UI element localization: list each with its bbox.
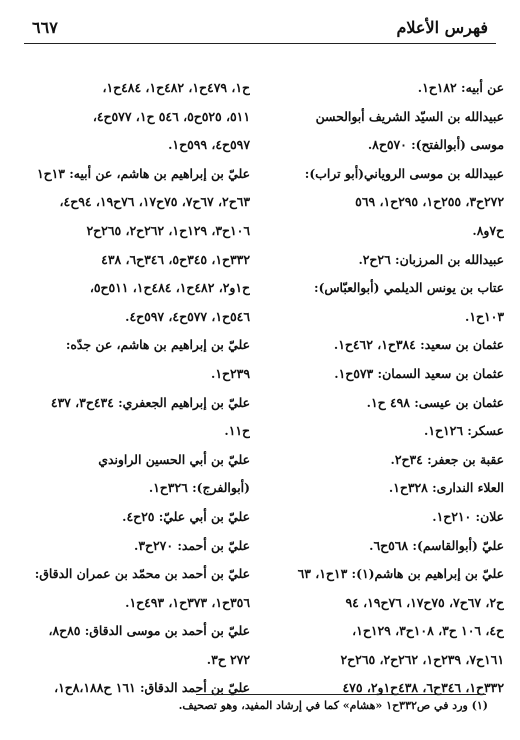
footnote-divider: [196, 694, 486, 695]
header-divider: [24, 43, 496, 44]
index-line: عليّ (أبوالقاسم): ٥٦٨ح٦.: [369, 537, 504, 553]
index-line: ١٠٦ح٣، ١٢٩ح١، ٢٦٢ح٢، ٢٦٥ح٢: [86, 222, 250, 238]
index-line: ح١، ٤٧٩ح١، ٤٨٢ح١، ٤٨٤ح١،: [102, 80, 250, 95]
index-line: عثمان بن عيسى: ٤٩٨ ح١.: [366, 394, 504, 410]
page-header: [24, 14, 496, 40]
index-line: ح١و٢، ٤٨٢ح١، ٤٨٤ح١، ٥١١ح٥،: [89, 280, 250, 296]
index-line: ح٢، ٦٧ح٧، ٧٥ح١٧، ٧٦ح١٩، ٩٤: [345, 594, 504, 610]
index-line: ٥١١، ٥٢٥ح٥، ٥٤٦ ح١، ٥٧٧ح٤،: [92, 108, 250, 124]
index-line: عليّ بن أبي عليّ: ٢٥ح٤.: [122, 508, 250, 524]
index-line: ٢٣٩ح١.: [211, 365, 250, 381]
index-line: عليّ بن إبراهيم بن هاشم(١): ١٣ح١، ٦٣: [297, 566, 504, 582]
index-line: ١٦١ح٧، ٢٣٩ح١، ٢٦٢ح٢، ٢٦٥ح٢: [340, 651, 504, 667]
index-line: ٣٣٢ح١، ٣٤٥ح٥، ٣٤٦ح٦، ٤٣٨: [101, 251, 250, 267]
index-line: عليّ بن إبراهيم بن هاشم، عن جدّه:: [65, 337, 250, 353]
index-line: عثمان بن سعيد: ٣٨٤ح١، ٤٦٢ح١.: [333, 337, 504, 353]
index-line: عليّ بن إبراهيم الجعفري: ٤٣٤ح٣، ٤٣٧: [50, 394, 250, 410]
index-line: العلاء الندارى: ٣٢٨ح١.: [388, 480, 504, 496]
index-line: عبيدالله بن المرزبان: ٢٦ح٢.: [358, 251, 504, 267]
index-line: ٢٧٢ ح٣.: [206, 651, 250, 667]
index-column-right: [246, 74, 504, 703]
index-columns: [12, 74, 504, 696]
index-line: ٢٧٢ح٣، ٢٥٥ح١، ٢٩٥ح١، ٥٦٩: [355, 194, 504, 210]
index-line: عليّ بن أحمد بن محمّد بن عمران الدقاق:: [34, 566, 250, 582]
index-line: ٦٣ح٢، ٦٧ح٧، ٧٥ح١٧، ٧٦ح١٩، ٩٤ح٤،: [59, 194, 250, 210]
index-line: عليّ بن أحمد الدقاق: ١٦١ ح٨،١٨٨ح١،: [54, 680, 250, 696]
page-number: ٦٦٧: [32, 18, 58, 37]
index-line: عن أبيه: ١٨٢ح١.: [417, 80, 504, 95]
index-line: ٣٥٦ح١، ٣٧٣ح١، ٤٩٣ح١.: [125, 594, 250, 610]
index-line: ٣٣٢ح١، ٣٤٦ح٦، ٤٣٨ح١و٢، ٤٧٥: [342, 680, 504, 696]
index-line: عليّ بن أحمد بن موسى الدقاق: ٨٥ح٨،: [48, 623, 250, 639]
index-line: عليّ بن إبراهيم بن هاشم، عن أبيه: ١٣ح١: [36, 165, 250, 181]
index-line: ح١١.: [224, 423, 250, 439]
index-line: ٥٩٧ح٤، ٥٩٩ح١.: [168, 137, 250, 153]
index-line: عسكر: ١٢٦ح١.: [424, 423, 504, 439]
index-line: عتاب بن يونس الديلمي (أبوالعبّاس):: [314, 280, 504, 296]
index-line: ٥٤٦ح١، ٥٧٧ح٤، ٥٩٧ح٤.: [125, 308, 250, 324]
index-column-left: [12, 74, 250, 703]
index-line: عبيدالله بن موسى الروياني(أبو تراب):: [304, 165, 504, 181]
index-line: عبيدالله بن السيّد الشريف أبوالحسن: [315, 108, 504, 124]
footnote: (١) ورد في ص٣٣٢ح١ «هشام» كما في إرشاد المفيد، وهو تصحيف.: [178, 699, 488, 712]
page-title: فهرس الأعلام: [396, 18, 488, 37]
index-line: ١٠٣ح١.: [465, 308, 504, 324]
index-line: علان: ٢١٠ح١.: [432, 508, 504, 524]
index-line: ح٧و٨.: [472, 222, 504, 238]
index-line: ح٤، ١٠٦ ح٣، ١٠٨ح٣، ١٢٩ح١،: [352, 623, 504, 639]
index-line: عليّ بن أبي الحسين الراوندي: [98, 451, 250, 467]
index-line: عثمان بن سعيد السمان: ٥٧٣ح١.: [334, 365, 504, 381]
index-line: (أبوالفرج): ٣٢٦ح١.: [148, 480, 250, 496]
index-line: عليّ بن أحمد: ٢٧٠ح٣.: [134, 537, 250, 553]
index-line: عقبة بن جعفر: ٣٤ح٢.: [390, 451, 504, 467]
index-line: موسى (أبوالفتح): ٥٧٠ح٨.: [367, 137, 504, 153]
